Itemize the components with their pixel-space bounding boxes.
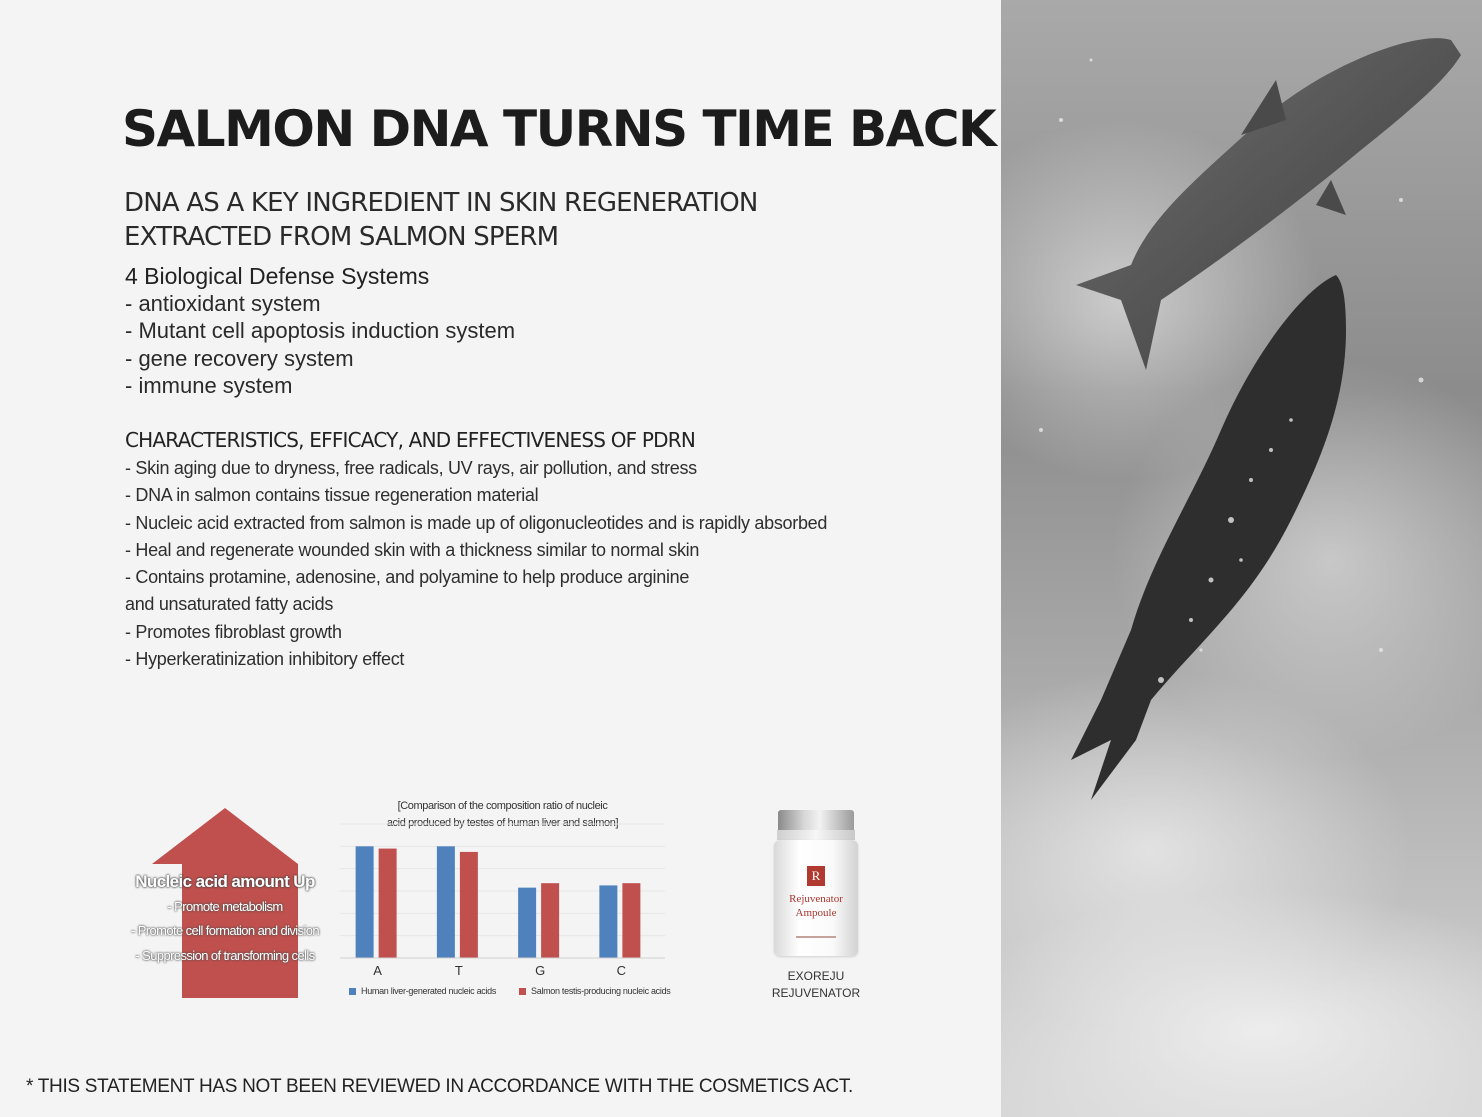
arrow-title: Nucleic acid amount Up xyxy=(135,872,315,891)
pdrn-item: - Nucleic acid extracted from salmon is made up of oligonucleotides and is rapidly absorbed xyxy=(125,512,828,533)
leaping-salmon-photo xyxy=(1001,0,1482,1117)
chart-title-line-1: [Comparison of the composition ratio of nucleic xyxy=(397,800,608,812)
legend-item-human xyxy=(349,986,496,996)
legend-swatch-salmon xyxy=(519,988,526,995)
bottle-label-line-1: Rejuvenator xyxy=(789,893,843,905)
chart-bar-human-g xyxy=(518,888,536,958)
product-bottle-image xyxy=(774,810,858,958)
disclaimer: * THIS STATEMENT HAS NOT BEEN REVIEWED IN ACCORDANCE WITH THE COSMETICS ACT. xyxy=(26,1076,854,1097)
bottle-fine-print xyxy=(796,936,836,938)
page-subtitle xyxy=(124,186,758,254)
chart-x-tick-label: T xyxy=(454,963,463,978)
subtitle-line-1: DNA AS A KEY INGREDIENT IN SKIN REGENERATION xyxy=(124,188,758,218)
page-title: SALMON DNA TURNS TIME BACK xyxy=(122,100,996,158)
pdrn-item: - DNA in salmon contains tissue regeneration material xyxy=(125,485,539,506)
chart-bar-salmon-g xyxy=(541,883,559,958)
pdrn-section xyxy=(125,425,827,673)
chart-bar-salmon-t xyxy=(460,852,478,958)
defense-item: - gene recovery system xyxy=(125,345,354,371)
chart-bar-human-a xyxy=(356,846,374,958)
chart-title-line-2: acid produced by testes of human liver and salmon] xyxy=(386,817,619,829)
pdrn-item: - Heal and regenerate wounded skin with a thickness similar to normal skin xyxy=(125,539,700,560)
defense-item: - antioxidant system xyxy=(125,291,321,316)
chart-x-tick-label: G xyxy=(535,963,546,978)
pdrn-list xyxy=(125,455,827,673)
chart-bar-salmon-a xyxy=(379,849,397,958)
product-caption xyxy=(756,968,876,1002)
defense-item: - Mutant cell apoptosis induction system xyxy=(125,318,516,344)
legend-item-salmon xyxy=(519,986,670,996)
bottle-cap xyxy=(778,810,854,830)
nucleic-acid-bar-chart xyxy=(335,818,670,986)
pdrn-item: - Promotes fibroblast growth xyxy=(125,621,342,642)
pdrn-item: and unsaturated fatty acids xyxy=(125,594,334,615)
chart-x-tick-label: C xyxy=(616,963,627,978)
legend-label-human: Human liver-generated nucleic acids xyxy=(361,986,497,996)
chart-bar-salmon-c xyxy=(622,883,640,958)
defense-systems-section xyxy=(125,262,515,399)
product-caption-line-2: REJUVENATOR xyxy=(771,986,861,1000)
chart-bar-human-t xyxy=(437,846,455,958)
pdrn-item: - Skin aging due to dryness, free radicals, UV rays, air pollution, and stress xyxy=(125,458,697,478)
bottle-neck xyxy=(777,830,855,840)
product-caption-line-1: EXOREJU xyxy=(787,969,845,983)
chart-x-tick-label: A xyxy=(373,963,382,978)
subtitle-line-2: EXTRACTED FROM SALMON SPERM xyxy=(124,222,559,252)
salmon-photo-icon xyxy=(1001,0,1482,1117)
defense-item: - immune system xyxy=(125,372,293,398)
defense-systems-heading: 4 Biological Defense Systems xyxy=(125,263,430,289)
bottle-label-line-2: Ampoule xyxy=(795,907,837,919)
arrow-line: - Promote cell formation and division xyxy=(130,923,320,938)
pdrn-item: - Contains protamine, adenosine, and polyamine to help produce arginine xyxy=(125,567,690,588)
pdrn-heading: CHARACTERISTICS, EFFICACY, AND EFFECTIVENESS OF PDRN xyxy=(125,428,696,452)
brand-logo-icon: R xyxy=(807,866,825,886)
legend-swatch-human xyxy=(349,988,356,995)
defense-systems-list xyxy=(125,290,515,399)
legend-label-salmon: Salmon testis-producing nucleic acids xyxy=(531,986,671,996)
arrow-line: - Suppression of transforming cells xyxy=(135,948,315,963)
pdrn-item: - Hyperkeratinization inhibitory effect xyxy=(125,649,405,670)
arrow-line: - Promote metabolism xyxy=(167,899,283,914)
chart-bar-human-c xyxy=(599,885,617,958)
